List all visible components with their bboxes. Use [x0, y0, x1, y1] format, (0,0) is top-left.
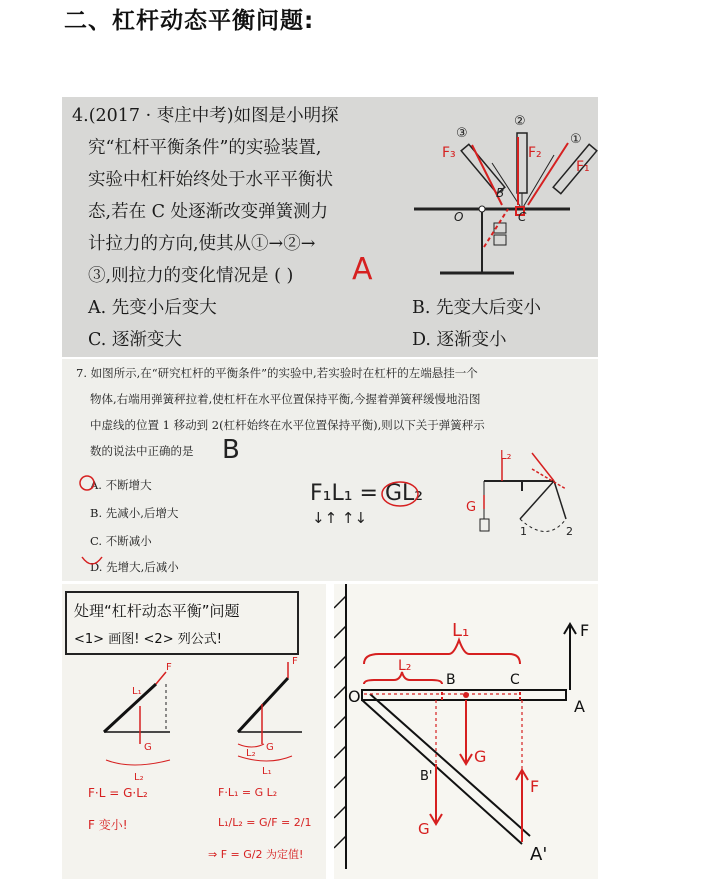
- notes-label-g-right: G: [266, 742, 274, 753]
- question-7-panel: [62, 359, 598, 581]
- notes-right-formula3: ⇒ F = G/2 为定值!: [208, 848, 304, 861]
- q4-option-a: A. 先变小后变大: [88, 298, 217, 318]
- notes-label-l1-left: L₁: [132, 686, 142, 697]
- q7-line: 中虚线的位置 1 移动到 2(杠杆始终在水平位置保持平衡),则以下关于弹簧秤示: [90, 418, 485, 432]
- d4-label-a: A: [574, 697, 585, 716]
- notes-left-conclusion: F 变小!: [88, 818, 128, 832]
- lever-rotation-panel: [334, 584, 598, 879]
- d4-label-b: B: [446, 672, 456, 688]
- q4-label-f2: F₂: [528, 145, 542, 161]
- q7-option-c: C. 不断减小: [90, 534, 152, 548]
- d4-label-l2: L₂: [398, 658, 412, 674]
- q4-label-circle3: ③: [456, 126, 468, 141]
- d4-label-c: C: [510, 672, 520, 688]
- d4-label-o: O: [348, 687, 361, 706]
- q4-option-b: B. 先变大后变小: [412, 298, 541, 318]
- handwritten-notes-panel: [62, 584, 326, 879]
- section-heading: 二、杠杆动态平衡问题:: [64, 8, 315, 34]
- q7-line: 物体,右端用弹簧秤拉着,使杠杆在水平位置保持平衡,今握着弹簧秤缓慢地沿图: [90, 392, 481, 406]
- d4-label-f-top: F: [580, 621, 590, 640]
- d4-label-a-prime: A': [530, 844, 548, 865]
- q4-handwritten-answer: A: [352, 252, 373, 287]
- q7-option-a: A. 不断增大: [90, 478, 152, 492]
- notes-label-g-left: G: [144, 742, 152, 753]
- notes-label-l2-left: L₂: [134, 772, 144, 783]
- q7-option-d: D. 先增大,后减小: [90, 560, 179, 574]
- d4-label-b-prime: B': [420, 769, 433, 784]
- q4-label-c: C: [518, 210, 527, 224]
- q4-line: 实验中杠杆始终处于水平平衡状: [88, 170, 333, 190]
- q4-label-f1: F₁: [576, 159, 590, 175]
- q4-line: ③,则拉力的变化情况是 ( ): [88, 266, 294, 286]
- d4-label-l1: L₁: [452, 620, 470, 641]
- q7-handwritten-answer: B: [222, 435, 240, 465]
- q4-option-d: D. 逐渐变小: [412, 330, 507, 350]
- q7-option-b: B. 先减小,后增大: [90, 506, 179, 520]
- d4-label-g-top: G: [474, 747, 487, 766]
- q7-formula: F₁L₁ = GL₂: [310, 481, 424, 506]
- lever-rotation-diagram: [334, 584, 598, 879]
- d4-label-f-bottom: F: [530, 777, 540, 796]
- notes-label-l1-right: L₁: [262, 766, 272, 777]
- q4-option-c: C. 逐渐变大: [88, 330, 182, 350]
- question-4-panel: [62, 97, 598, 357]
- q4-label-circle1: ①: [570, 132, 582, 147]
- notes-steps: <1> 画图! <2> 列公式!: [74, 632, 222, 647]
- q7-lever-diagram: [62, 359, 598, 581]
- notes-label-f-left: F: [166, 662, 172, 673]
- q7-label-pos2: 2: [566, 525, 573, 538]
- q4-line: 究“杠杆平衡条件”的实验装置,: [88, 138, 322, 158]
- q7-label-g: G: [466, 500, 477, 515]
- q4-label-o: O: [454, 210, 464, 224]
- q7-label-l2: L₂: [500, 448, 512, 462]
- notes-right-formula2: L₁/L₂ = G/F = 2/1: [218, 816, 312, 829]
- q7-arrows: ↓↑ ↑↓: [312, 509, 368, 527]
- q4-line: 态,若在 C 处逐渐改变弹簧测力: [88, 202, 329, 222]
- notes-right-formula1: F·L₁ = G L₂: [218, 786, 278, 799]
- notes-label-l2-right: L₂: [246, 748, 256, 759]
- q4-lever-diagram: [62, 97, 598, 357]
- q4-label-circle2: ②: [514, 114, 526, 129]
- q4-label-f3: F₃: [442, 145, 456, 161]
- notes-label-f-right: F: [292, 656, 298, 667]
- q4-line: 4.(2017 · 枣庄中考)如图是小明探: [72, 106, 339, 126]
- notes-title: 处理“杠杆动态平衡”问题: [74, 602, 240, 620]
- q7-label-pos1: 1: [520, 525, 527, 538]
- d4-label-g-bottom: G: [418, 820, 430, 838]
- notes-left-formula: F·L = G·L₂: [88, 786, 148, 800]
- q4-line: 计拉力的方向,使其从①→②→: [88, 234, 316, 254]
- q7-line: 7. 如图所示,在“研究杠杆的平衡条件”的实验中,若实验时在杠杆的左端悬挂一个: [76, 366, 478, 380]
- q4-label-b: B: [496, 186, 505, 200]
- q7-line: 数的说法中正确的是: [90, 444, 194, 458]
